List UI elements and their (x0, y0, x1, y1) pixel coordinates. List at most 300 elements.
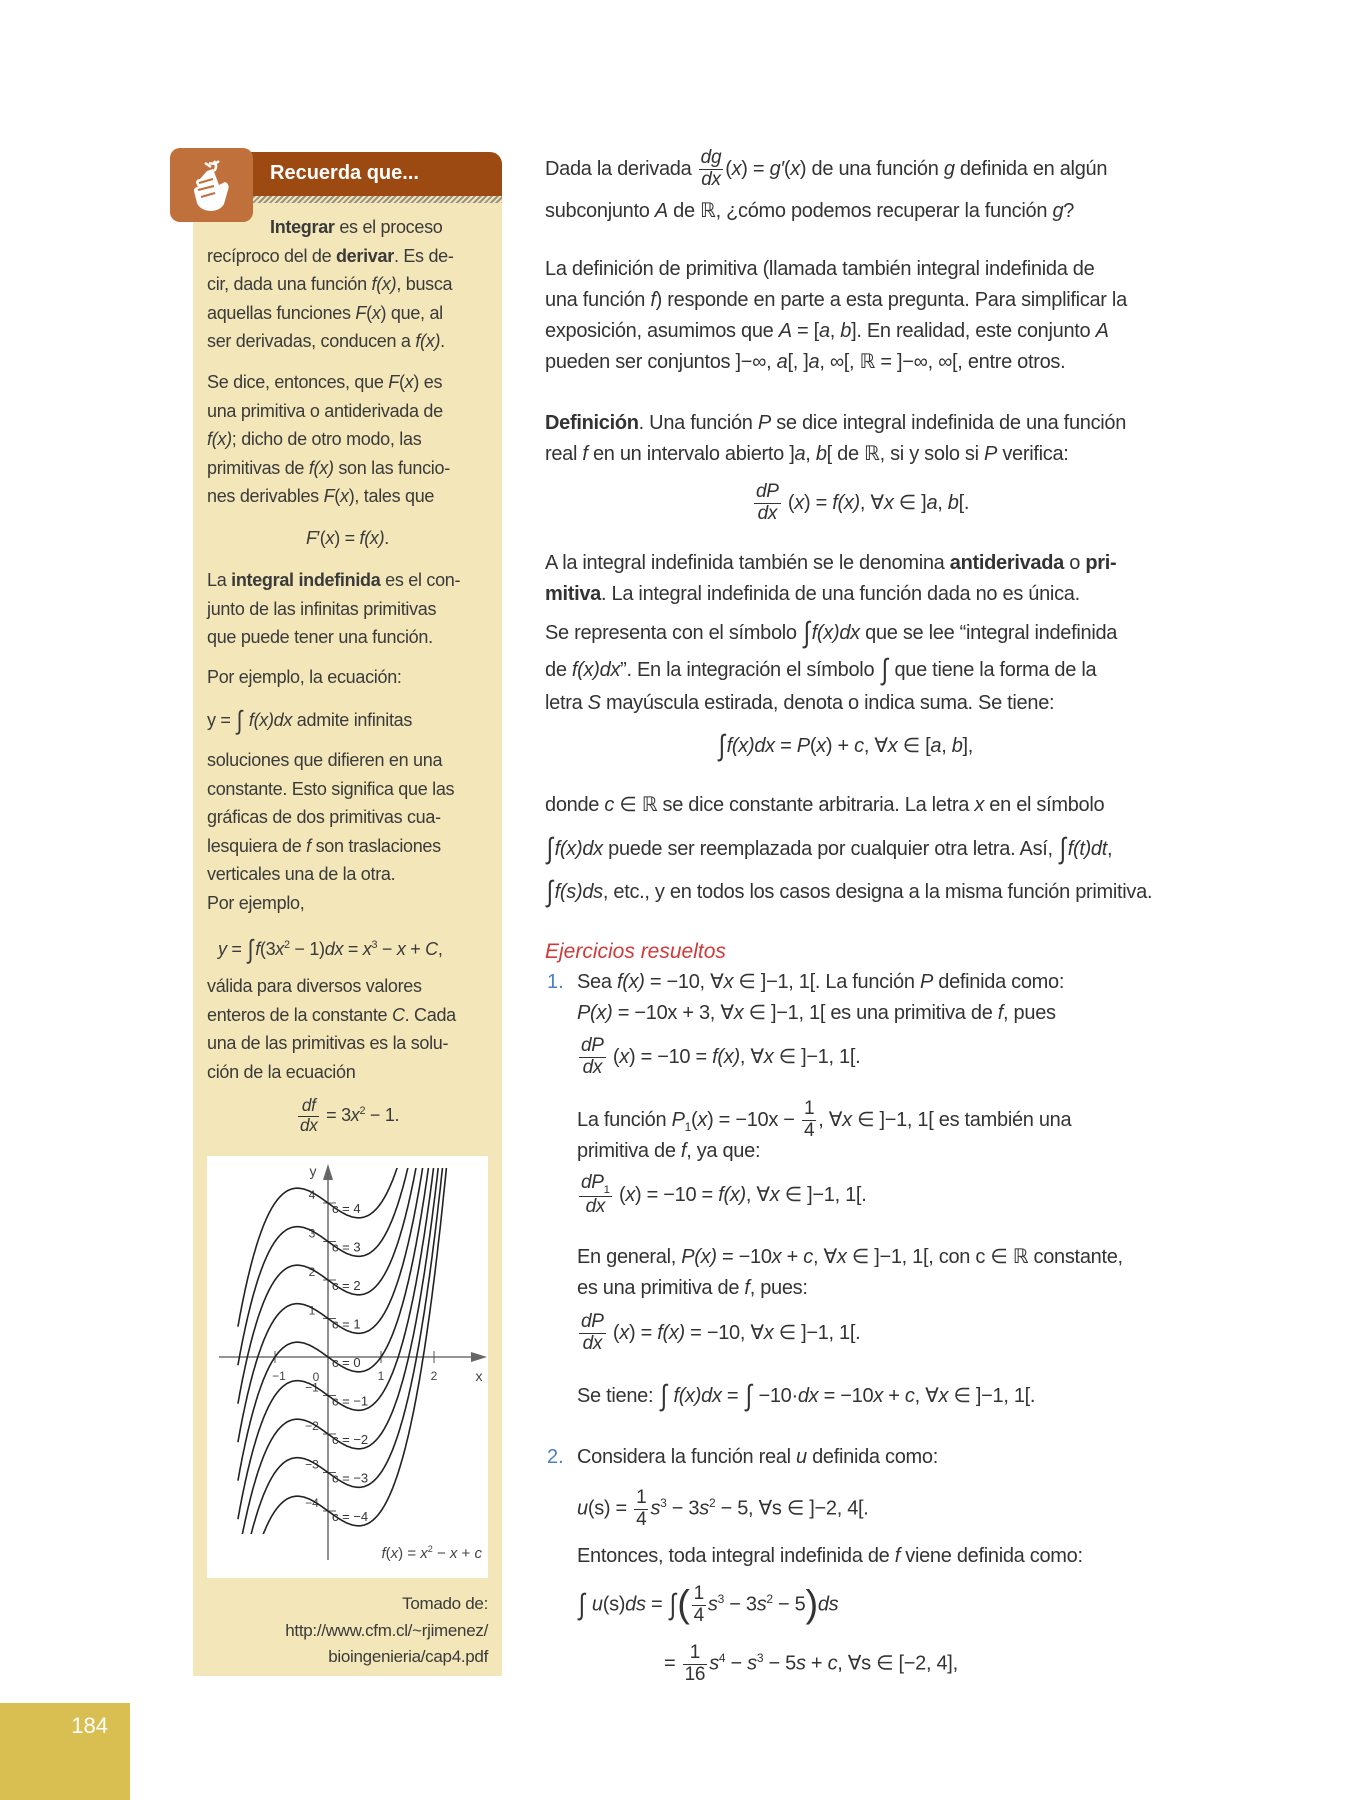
text-line (577, 1481, 869, 1531)
math-italic: A (1095, 320, 1109, 342)
integral-sign: ∫ (660, 1380, 667, 1413)
math-italic: g (1052, 200, 1064, 222)
math-italic: dx (701, 169, 721, 191)
text-run: . (440, 331, 445, 352)
text-run: es el proceso (334, 217, 443, 237)
text-line (207, 454, 450, 483)
text-run: se dice integral indefinida de una función (770, 412, 1127, 434)
text-line (207, 1618, 488, 1645)
math-italic: f (381, 1545, 386, 1562)
text-run: que tiene la forma de la (889, 659, 1097, 681)
math-italic: c (904, 1385, 915, 1407)
x-axis-label: x (475, 1368, 483, 1384)
math-italic: x (816, 735, 826, 757)
text-line (545, 254, 1127, 285)
text-run: 1 (803, 1098, 815, 1120)
text-run: en el símbolo (984, 794, 1105, 816)
sidebar-paragraph-valida (207, 972, 456, 1086)
exercise-1-general-derivative (577, 1311, 860, 1355)
math-italic: f (650, 289, 656, 311)
exercise-1-number: 1. (547, 971, 564, 993)
math-italic: f(s)ds (554, 881, 603, 903)
math-italic: y (218, 939, 227, 959)
text-run: aquellas funciones (207, 302, 356, 323)
exercise-2-statement (577, 1442, 938, 1473)
text-run: + (405, 939, 426, 959)
sidebar-formula-example (218, 928, 443, 966)
math-italic: ds (817, 1593, 839, 1616)
text-run: ) + (825, 735, 855, 757)
text-run: ( (690, 1109, 698, 1131)
math-italic: x (625, 1184, 636, 1206)
text-run: , ∀ (812, 1246, 837, 1268)
text-run: ∈ ℝ se dice constante arbitraria. La letra (614, 794, 975, 816)
text-line (545, 147, 1107, 191)
math-italic: f(x) (712, 1046, 740, 1068)
text-run: recíproco del de (207, 245, 336, 266)
curve-label: c = 4 (332, 1201, 361, 1216)
text-run: Se tiene: (577, 1385, 659, 1407)
fraction (692, 1584, 706, 1627)
text-line (577, 1311, 860, 1355)
text-run: nes derivables (207, 486, 324, 507)
math-italic: x (790, 158, 800, 180)
math-italic: f(x) (718, 1184, 746, 1206)
source-citation (207, 1591, 488, 1671)
text-line (207, 803, 454, 832)
text-run: Considera la función real (577, 1446, 796, 1468)
text-run: son traslaciones (310, 835, 441, 856)
superscript: 2 (766, 1592, 773, 1606)
text-run: ( (334, 486, 340, 507)
x-tick-label: −1 (272, 1369, 286, 1383)
math-italic: dx (582, 1057, 603, 1079)
text-run: (3 (259, 939, 276, 959)
text-run: ; dicho de otro modo, las (231, 429, 422, 450)
text-run: ∈ ]−1, 1[. (948, 1385, 1036, 1407)
exercise-2-function (577, 1481, 869, 1531)
graph-caption-text (267, 1544, 482, 1562)
fraction-numerator (699, 148, 724, 170)
integral-sign: ∫ (718, 730, 725, 763)
math-italic: x (938, 1385, 949, 1407)
text-run: , (937, 492, 948, 514)
math-italic: P (796, 735, 810, 757)
primitive-paragraph (545, 254, 1127, 378)
math-italic: c (854, 735, 864, 757)
integral-sign: ∫ (578, 1589, 585, 1622)
text-run: primitivas de (207, 457, 309, 478)
text-line (218, 928, 443, 966)
text-run: ∈ ]−1, 1[ es también una (851, 1109, 1072, 1131)
text-line (207, 566, 460, 595)
math-italic: A (778, 320, 792, 342)
math-italic: a (926, 492, 938, 514)
text-run: ], (962, 735, 974, 757)
math-italic: dx (300, 1115, 318, 1135)
text-line (545, 347, 1127, 378)
fraction-numerator (634, 1488, 648, 1510)
text-run: definida en algún (954, 158, 1108, 180)
text-run: verticales una de la otra. (207, 864, 396, 885)
text-run: + (781, 1246, 804, 1268)
antiderivative-line-4 (545, 652, 1096, 688)
text-run: ( (385, 1545, 391, 1562)
text-run: es una primitiva de (577, 1277, 745, 1299)
text-line (207, 397, 450, 426)
math-italic: dg (700, 147, 722, 169)
fraction-numerator (683, 1643, 708, 1665)
text-run: exposición, asumimos que (545, 320, 779, 342)
math-italic: x (883, 492, 894, 514)
curve-label: c = 2 (332, 1278, 361, 1293)
page-number: 184 (71, 1713, 108, 1738)
text-run: , ∀ (745, 1184, 770, 1206)
math-italic: x (619, 1322, 629, 1344)
text-run: en un intervalo abierto ] (587, 443, 795, 465)
text-line (577, 1035, 860, 1079)
math-italic: dP (756, 481, 779, 503)
text-run: . Cada (404, 1004, 456, 1025)
math-italic: c (474, 1545, 482, 1562)
sidebar-formula-derivative (207, 524, 488, 553)
integral-sign: ∫ (248, 934, 254, 965)
text-run: ) = (628, 1322, 658, 1344)
math-italic: df (301, 1095, 316, 1115)
text-line (207, 623, 460, 652)
text-line (577, 1378, 1035, 1414)
superscript: 2 (427, 1544, 433, 1554)
math-italic: a (794, 443, 806, 465)
math-italic: dP (581, 1035, 604, 1057)
exercise-1-p1-cont (577, 1136, 760, 1167)
sidebar-paragraph-integrar (207, 213, 454, 356)
text-run: = −10x + 3, ∀ (612, 1002, 734, 1024)
x-tick-label: 2 (430, 1369, 438, 1383)
math-italic: f(x) (832, 492, 860, 514)
text-run: , ∀ (914, 1385, 939, 1407)
text-run: ( (366, 302, 372, 323)
text-run: real (545, 443, 583, 465)
text-run: y = (207, 710, 236, 730)
math-italic: x (619, 1046, 629, 1068)
math-italic: x (723, 971, 734, 993)
y-axis-arrow (323, 1164, 333, 1180)
text-line (207, 703, 412, 737)
text-run: ? (1063, 200, 1075, 222)
text-run: ) de una función (799, 158, 944, 180)
exercise-1-derivative (577, 1035, 860, 1079)
text-line (207, 1591, 488, 1618)
math-italic: b (947, 492, 959, 514)
y-tick-label: −1 (305, 1380, 319, 1395)
math-italic: a (818, 320, 830, 342)
text-line (545, 316, 1127, 347)
y-tick-label: 3 (308, 1226, 316, 1241)
math-italic: b (840, 320, 852, 342)
text-run: = −10, ∀ (644, 971, 724, 993)
text-run: = (664, 1652, 681, 1675)
y-tick-label: −2 (305, 1419, 319, 1433)
math-italic: x (763, 1046, 774, 1068)
text-line (207, 327, 454, 356)
text-run: Por ejemplo, (207, 892, 305, 913)
math-italic: x (974, 794, 985, 816)
math-italic: x (325, 528, 335, 548)
curve-label: c = 3 (332, 1239, 361, 1255)
text-run: − 5, ∀s ∈ ]−2, 4[. (715, 1497, 869, 1520)
text-run: La definición de primitiva (llamada también integral indefinida de (545, 258, 1095, 280)
fraction (754, 482, 781, 525)
curve-label: c = 0 (332, 1355, 361, 1370)
superscript: 2 (708, 1496, 716, 1510)
text-run: = (774, 735, 797, 757)
text-line (207, 1001, 456, 1030)
text-run: . (384, 528, 389, 548)
text-run: son las funcio- (333, 457, 450, 478)
text-run: que se lee “integral indefinida (859, 622, 1118, 644)
text-run: ′( (316, 528, 326, 548)
text-line (207, 482, 450, 511)
text-line (577, 1242, 1123, 1273)
text-run: ) = (398, 1545, 421, 1562)
integral-sign: ∫ (546, 832, 553, 865)
math-italic: b (951, 735, 963, 757)
math-italic: a (808, 351, 820, 373)
text-run: cir, dada una función (207, 274, 372, 295)
text-line (207, 425, 450, 454)
text-run: − 5 (763, 1652, 796, 1675)
math-italic: f (894, 1545, 900, 1567)
text-run: + (883, 1385, 905, 1407)
math-italic: g (943, 158, 955, 180)
math-italic: f(x) (308, 457, 334, 478)
superscript: 4 (718, 1651, 726, 1665)
math-italic: F (323, 486, 335, 507)
math-italic: s (707, 1593, 718, 1616)
text-line (207, 1644, 488, 1671)
exercise-1-statement (577, 967, 1064, 1029)
text-run: ) que, al (380, 302, 443, 323)
math-italic: dx (585, 1196, 606, 1218)
math-italic: dP (581, 1172, 604, 1194)
text-run: − 1) (289, 939, 325, 959)
finger-string-icon (170, 148, 253, 222)
y-tick-label: −3 (305, 1457, 319, 1472)
fraction-denominator (579, 1058, 606, 1079)
math-italic: f(x)dx (673, 1385, 722, 1407)
text-run: = (226, 939, 247, 959)
math-italic: a (776, 351, 788, 373)
bold-text: derivar (335, 245, 394, 266)
text-run: , ∀ (739, 1046, 764, 1068)
superscript: 2 (284, 939, 290, 951)
text-run: ) responde en parte a esta pregunta. Para simplificar la (655, 289, 1127, 311)
math-italic: x (769, 1184, 780, 1206)
text-run: gráficas de dos primitivas cua- (207, 807, 441, 828)
text-line (545, 196, 1074, 227)
text-run: , ∀ (818, 1109, 843, 1131)
y-axis-label: y (309, 1163, 317, 1179)
bold-text: mitiva (545, 583, 602, 605)
text-run: , (829, 320, 841, 342)
page-number-block (0, 1703, 130, 1800)
math-italic: f(x) (657, 1322, 685, 1344)
math-italic: dx (757, 503, 778, 525)
sidebar-formula-differential (296, 1089, 399, 1137)
text-line (545, 784, 1152, 828)
text-run: Sea (577, 971, 617, 993)
superscript: 3 (756, 1651, 764, 1665)
text-run: , busca (396, 274, 453, 295)
math-italic: dx (582, 1333, 603, 1355)
math-italic: u (796, 1446, 807, 1468)
math-italic: f(t)dt (1067, 837, 1108, 860)
superscript: 3 (660, 1496, 667, 1510)
big-parenthesis: ) (805, 1583, 818, 1626)
math-italic: x (371, 302, 381, 323)
fraction (579, 1173, 612, 1218)
fraction-denominator (579, 1334, 606, 1355)
text-line (577, 1173, 866, 1218)
text-line (207, 368, 450, 397)
text-run: = (645, 1593, 668, 1616)
fraction-denominator (754, 504, 781, 525)
text-run: primitiva de (577, 1140, 681, 1162)
text-line (207, 524, 488, 553)
text-line (207, 1058, 456, 1087)
y-tick-label: 1 (308, 1303, 316, 1318)
text-line (207, 663, 402, 692)
math-italic: x (836, 1246, 847, 1268)
math-italic: x (697, 1109, 708, 1131)
math-italic: f (255, 939, 260, 959)
text-line (717, 724, 973, 768)
text-run: ( (783, 158, 791, 180)
fraction (802, 1099, 816, 1142)
integral-sign: ∫ (237, 705, 243, 736)
text-run: En general, (577, 1246, 682, 1268)
math-italic: x (404, 372, 414, 392)
math-italic: f(x) (415, 331, 441, 352)
math-italic: f (744, 1277, 750, 1299)
math-italic: u (577, 1497, 588, 1520)
text-run: ∈ [ (897, 735, 931, 757)
fraction (579, 1312, 606, 1355)
text-run: Por ejemplo, la ecuación: (207, 667, 402, 687)
math-italic: x (842, 1109, 852, 1131)
text-run: . Es de- (393, 245, 454, 266)
text-line (207, 213, 454, 242)
superscript: 3 (371, 939, 378, 951)
text-run: + (457, 1545, 475, 1562)
text-run: Dada la derivada (545, 158, 697, 180)
text-line (752, 481, 969, 525)
text-line (207, 832, 454, 861)
exercise-2-integral (577, 1575, 838, 1629)
text-line (207, 775, 454, 804)
text-run: − (725, 1652, 748, 1675)
y-tick-label: 4 (308, 1188, 316, 1202)
fraction-denominator (699, 170, 724, 191)
text-run: − 1. (365, 1105, 400, 1125)
big-parenthesis: ( (677, 1583, 690, 1626)
bold-text: pri- (1085, 552, 1117, 574)
math-italic: c (604, 794, 615, 816)
math-italic: s (756, 1593, 767, 1616)
integral-sign: ∫ (546, 876, 553, 909)
integral-sign: ∫ (881, 654, 888, 687)
text-run: ) es (413, 372, 443, 392)
math-italic: C (425, 939, 438, 959)
definition-paragraph (545, 408, 1126, 470)
text-run: admite infinitas (292, 710, 413, 730)
text-run: . La integral indefinida de una función dada no es única. (601, 583, 1080, 605)
math-italic: a (930, 735, 942, 757)
text-run: , (805, 443, 816, 465)
fraction (699, 148, 724, 191)
math-italic: P(x) (577, 1002, 613, 1024)
math-italic: x (275, 939, 284, 959)
math-italic: f (997, 1002, 1004, 1024)
exercise-2-number: 2. (547, 1446, 564, 1468)
text-run: = (721, 1385, 744, 1407)
math-italic: s (709, 1652, 719, 1675)
math-italic: x (362, 939, 372, 959)
math-italic: x (887, 735, 898, 757)
text-run: http://www.cfm.cl/~rjimenez/ (285, 1620, 488, 1640)
math-italic: s (699, 1497, 709, 1520)
integral-sign: ∫ (803, 617, 810, 650)
text-run: bioingenieria/cap4.pdf (328, 1647, 488, 1666)
fraction-denominator (634, 1510, 648, 1531)
text-run: 1 (689, 1641, 701, 1663)
text-run: de ℝ, ¿cómo podemos recuperar la función (667, 200, 1053, 222)
text-run: ( (398, 372, 405, 392)
text-run: 4 (803, 1120, 815, 1142)
y-tick-label: 2 (308, 1265, 316, 1279)
math-italic: u (591, 1593, 603, 1616)
text-run: = [ (791, 320, 819, 342)
text-run: ∈ ] (893, 492, 927, 514)
text-run: donde (545, 794, 605, 816)
text-line (545, 828, 1152, 872)
text-line (545, 615, 1117, 651)
curve-label: c = −4 (332, 1509, 369, 1524)
text-run: ) = (741, 158, 770, 180)
text-run: ]. En realidad, este conjunto (851, 320, 1096, 342)
math-italic: c (803, 1246, 813, 1268)
math-italic: dP (581, 1311, 604, 1333)
text-line (207, 299, 454, 328)
curve-label: c = −2 (332, 1432, 369, 1447)
text-run: . Una función (638, 412, 758, 434)
fraction-denominator (692, 1606, 706, 1627)
integral-sign: ∫ (1059, 832, 1066, 865)
math-italic: dx (324, 939, 344, 959)
math-italic: x (390, 1545, 399, 1562)
fraction (579, 1036, 606, 1079)
text-run: de (545, 659, 572, 681)
text-run: pueden ser conjuntos ]−∞, (545, 351, 777, 373)
math-italic: f (582, 443, 588, 465)
text-line (207, 595, 460, 624)
text-run: ( (607, 1046, 620, 1068)
text-run: , ∀ (859, 492, 884, 514)
math-italic: f(x)dx (554, 837, 603, 860)
sidebar-paragraph-primitiva (207, 368, 450, 511)
exercise-1-conclusion (577, 1378, 1035, 1414)
